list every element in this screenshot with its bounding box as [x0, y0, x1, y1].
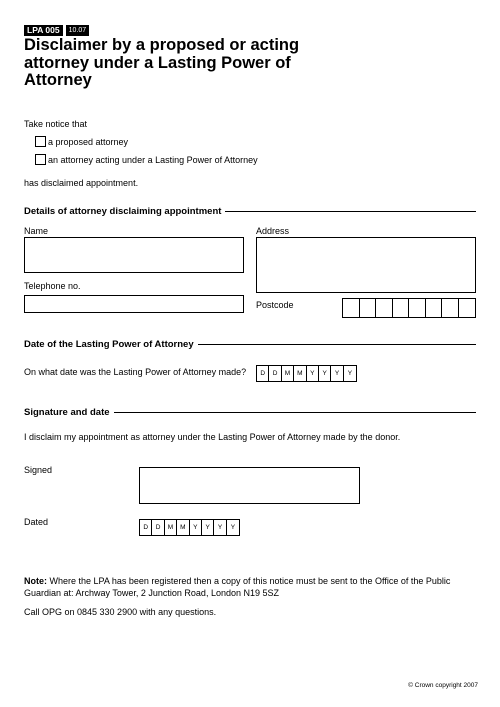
postcode-cell[interactable] [409, 299, 426, 317]
postcode-field[interactable] [342, 298, 476, 318]
date-cell-year[interactable]: Y [347, 370, 353, 377]
page-title: Disclaimer by a proposed or acting attorney under a Lasting Power of Attorney [24, 36, 300, 89]
date-cell-year[interactable]: Y [190, 520, 202, 535]
date-cell-year[interactable]: Y [319, 366, 331, 381]
form-code-badges [24, 25, 89, 36]
date-cell-day[interactable]: D [269, 366, 281, 381]
details-heading-label: Details of attorney disclaiming appointment [24, 206, 222, 217]
address-label: Address [256, 226, 290, 236]
acting-attorney-label: an attorney acting under a Lasting Power of Attorney [48, 155, 258, 165]
postcode-label: Postcode [256, 300, 294, 310]
date-cell-year[interactable]: Y [214, 520, 226, 535]
postcode-cell[interactable] [393, 299, 410, 317]
postcode-cell[interactable] [459, 299, 476, 317]
date-cell-month[interactable]: M [294, 366, 306, 381]
postcode-cell[interactable] [343, 299, 360, 317]
dated-label: Dated [24, 517, 49, 527]
proposed-attorney-checkbox[interactable] [35, 136, 46, 147]
copyright-text: © Crown copyright 2007 [408, 682, 478, 689]
date-cell-month[interactable]: M [177, 520, 189, 535]
details-section-heading [24, 206, 476, 217]
date-cell-day[interactable]: D [257, 366, 269, 381]
date-cell-day[interactable]: D [140, 520, 152, 535]
signature-section-heading [24, 407, 476, 418]
telephone-field[interactable] [24, 295, 244, 313]
date-cell-year[interactable]: Y [230, 524, 236, 531]
lpa-date-question: On what date was the Lasting Power of Attorney made? [24, 367, 247, 377]
telephone-label: Telephone no. [24, 281, 81, 291]
take-notice-text: Take notice that [24, 119, 88, 129]
lpa-date-section-heading [24, 339, 476, 350]
date-cell-year[interactable]: Y [307, 366, 319, 381]
lpa-date-field[interactable] [256, 365, 357, 382]
call-opg-text: Call OPG on 0845 330 2900 with any questions. [24, 607, 217, 617]
section-rule [114, 412, 476, 413]
postcode-cell[interactable] [442, 299, 459, 317]
form-code: LPA 005 [24, 25, 63, 36]
disclaim-statement: I disclaim my appointment as attorney under the Lasting Power of Attorney made by the donor. [24, 432, 401, 442]
section-rule [198, 344, 476, 345]
postcode-cell[interactable] [426, 299, 443, 317]
date-cell-year[interactable]: Y [202, 520, 214, 535]
proposed-attorney-label: a proposed attorney [48, 137, 129, 147]
form-version: 10.07 [66, 25, 90, 36]
disclaimed-text: has disclaimed appointment. [24, 178, 139, 188]
date-cell-year[interactable]: Y [331, 366, 343, 381]
date-cell-month[interactable]: M [282, 366, 294, 381]
signed-date-field[interactable] [139, 519, 240, 536]
lpa-date-heading-label: Date of the Lasting Power of Attorney [24, 339, 194, 350]
registration-note [24, 575, 484, 599]
signature-field[interactable] [139, 467, 360, 504]
postcode-cell[interactable] [376, 299, 393, 317]
postcode-cell[interactable] [360, 299, 377, 317]
signature-heading-label: Signature and date [24, 407, 110, 418]
note-bold-label: Note: [24, 576, 47, 586]
name-field[interactable] [24, 237, 244, 273]
date-cell-day[interactable]: D [152, 520, 164, 535]
signed-label: Signed [24, 465, 53, 475]
section-rule [225, 211, 476, 212]
address-field[interactable] [256, 237, 476, 293]
note-text: Where the LPA has been registered then a copy of this notice must be sent to the Office of the Public Guardian at: Archway Tower, 2 Junction Road, London N19 5SZ [24, 576, 451, 598]
name-label: Name [24, 226, 49, 236]
date-cell-month[interactable]: M [165, 520, 177, 535]
acting-attorney-checkbox[interactable] [35, 154, 46, 165]
